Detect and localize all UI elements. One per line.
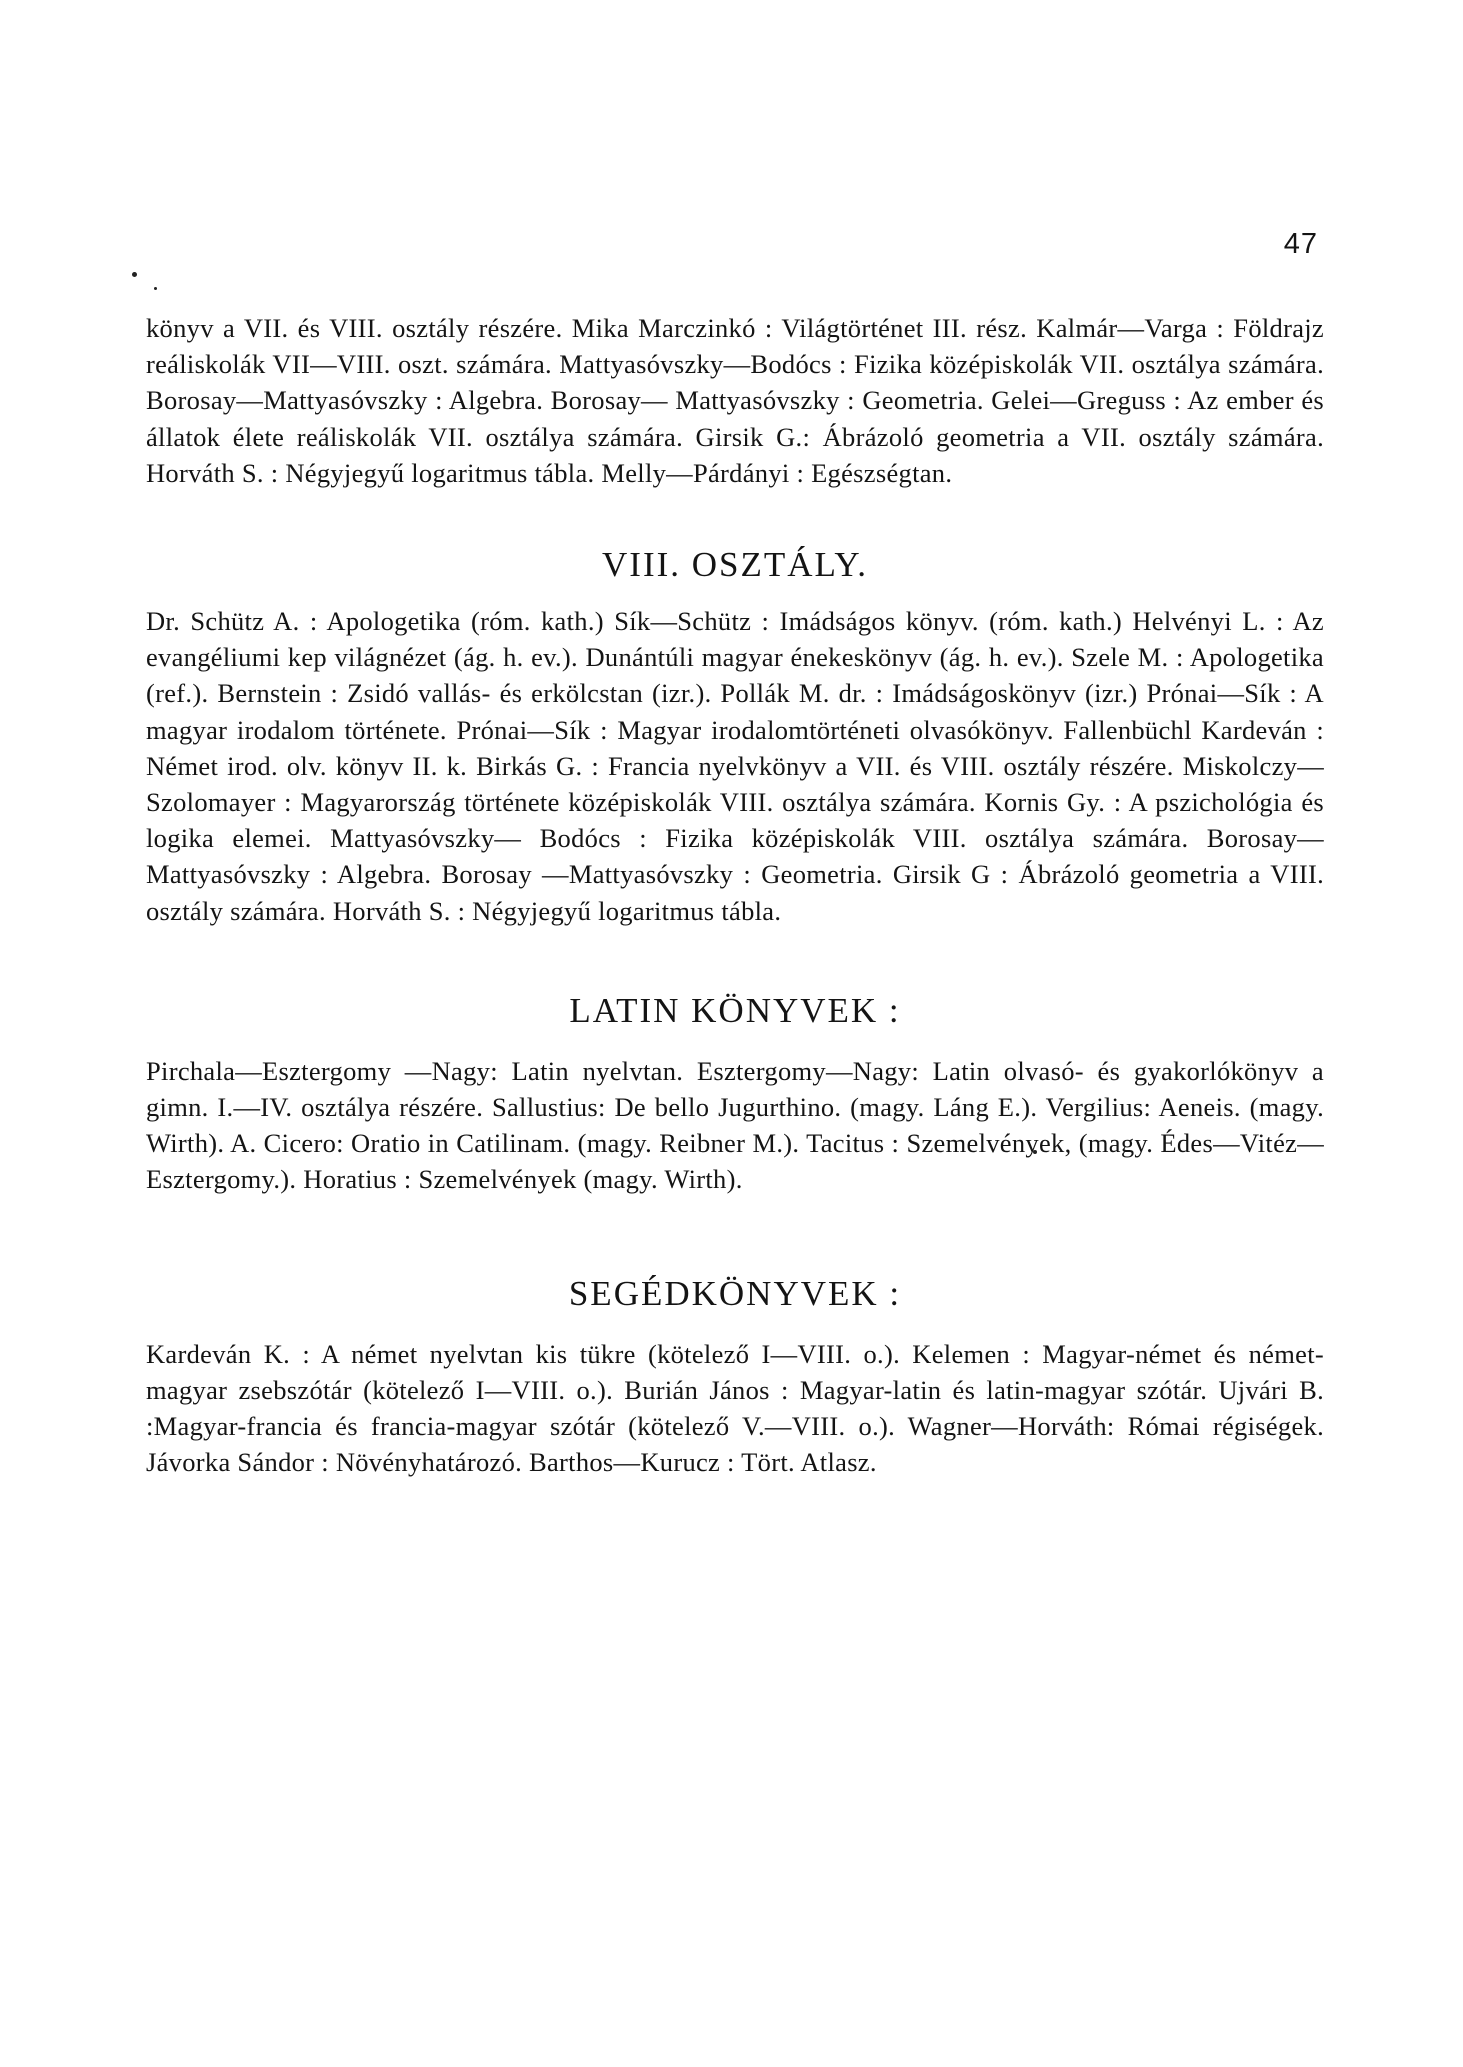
- page-body: [146, 310, 1324, 1480]
- heading-viii-osztaly: VIII. OSZTÁLY.: [602, 545, 868, 585]
- paragraph-latin-konyvek: Pirchala—Esztergomy —Nagy: Latin nyelvtan. Esztergomy—Nagy: Latin olvasó- és gyakorlókönyv a gimn. I.—IV. osztálya részére. Sallustius: De bello Jugurthino. (magy. Láng E.). Vergilius: Aeneis. (magy. Wirth). A. Cicero: Oratio in Catilinam. (magy. Reibner M.). Tacitus : Szemelvények, (magy. Édes—Vitéz—Esztergomy.). Horatius : Szemelvények (magy. Wirth).: [146, 1055, 1324, 1195]
- print-speck: [132, 272, 137, 277]
- heading-latin-konyvek: LATIN KÖNYVEK :: [569, 990, 901, 1030]
- heading-segedkonyvek: SEGÉDKÖNYVEK :: [568, 1273, 902, 1313]
- page-number: 47: [1283, 228, 1318, 260]
- paragraph-segedkonyvek: Kardeván K. : A német nyelvtan kis tükre (kötelező I—VIII. o.). Kelemen : Magyar-német és német-magyar zsebszótár (kötelező I—VIII. o.). Burián János : Magyar-latin és latin-magyar szótár. Ujvári B. :Magyar-francia és francia-magyar szótár (kötelező V.—VIII. o.). Wagner—Horváth: Római régiségek. Jávorka Sándor : Növényhatározó. Barthos—Kurucz : Tört. Atlasz.: [146, 1338, 1324, 1478]
- print-speck: [154, 287, 157, 290]
- paragraph-viii-osztaly: Dr. Schütz A. : Apologetika (róm. kath.) Sík—Schütz : Imádságos könyv. (róm. kath.) Helvényi L. : Az evangéliumi kep világnézet (ág. h. ev.). Dunántúli magyar énekeskönyv (ág. h. ev.). Szele M. : Apologetika (ref.). Bernstein : Zsidó vallás- és erkölcstan (izr.). Pollák M. dr. : Imádságoskönyv (izr.) Prónai—Sík : A magyar irodalom története. Prónai—Sík : Magyar irodalomtörténeti olvasókönyv. Fallenbüchl Kardeván : Német irod. olv. könyv II. k. Birkás G. : Francia nyelvkönyv a VII. és VIII. osztály részére. Miskolczy—Szolomayer : Magyarország története középiskolák VIII. osztálya számára. Kornis Gy. : A pszichológia és logika elemei. Mattyasóvszky— Bodócs : Fizika középiskolák VIII. osztálya számára. Borosay—Mattyasóvszky : Algebra. Borosay —Mattyasóvszky : Geometria. Girsik G : Ábrázoló geometria a VIII. osztály számára. Horváth S. : Négyjegyű logaritmus tábla.: [146, 606, 1324, 926]
- paragraph-intro: könyv a VII. és VIII. osztály részére. Mika Marczinkó : Világtörténet III. rész. Kalmár—Varga : Földrajz reáliskolák VII—VIII. oszt. számára. Mattyasóvszky—Bodócs : Fizika középiskolák VII. osztálya számára. Borosay—Mattyasóvszky : Algebra. Borosay— Mattyasóvszky : Geometria. Gelei—Greguss : Az ember és állatok élete reáliskolák VII. osztálya számára. Girsik G.: Ábrázoló geometria a VII. osztály számára. Horváth S. : Négyjegyű logaritmus tábla. Melly—Párdányi : Egészségtan.: [146, 313, 1324, 488]
